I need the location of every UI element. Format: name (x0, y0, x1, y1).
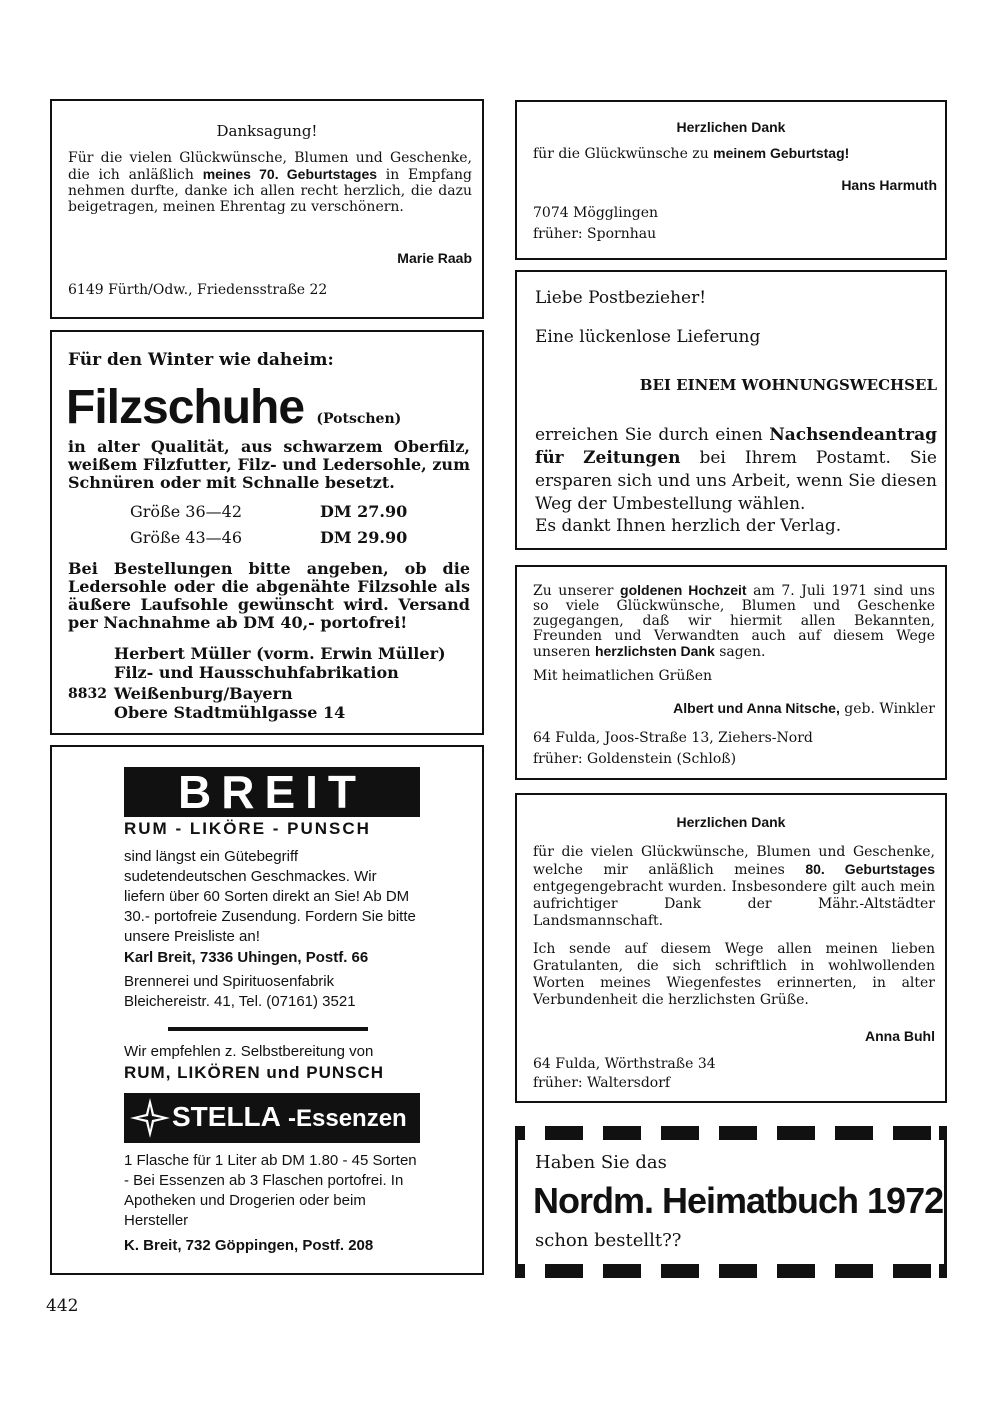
intro-line: Eine lückenlose Lieferung (535, 327, 761, 347)
ad-body: erreichen Sie durch einen Nachsendeantrag für Zeitungen bei Ihrem Postamt. Sie ersparen sich und uns Arbeit, wenn Sie diesen Weg der Umbestellung wählen. (535, 425, 937, 514)
ad-filzschuhe (50, 330, 484, 735)
size-row: Größe 36—42 (130, 502, 243, 521)
stella-body: 1 Flasche für 1 Liter ab DM 1.80 - 45 Sorten - Bei Essenzen ab 3 Flaschen portofrei. In Apotheken und Drogerien oder beim Hersteller (124, 1152, 417, 1229)
address-line-2: früher: Goldenstein (Schloß) (533, 751, 737, 767)
border-dash (719, 1264, 757, 1278)
company-line-2: Filz- und Hausschuhfabrikation (114, 663, 399, 682)
page-number: 442 (46, 1296, 79, 1316)
company-line-1: Herbert Müller (vorm. Erwin Müller) (114, 644, 446, 663)
greeting: Liebe Postbezieher! (535, 288, 707, 308)
ad-danksagung-raab (50, 99, 484, 319)
divider (168, 1027, 368, 1031)
border-dash (939, 1264, 947, 1278)
ad-body: Zu unserer goldenen Hochzeit am 7. Juli 1971 sind uns so viele Glückwünsche, Blumen und Geschenke zugegangen, daß wir hiermit allen Bekannten, Freunden und Verwandten auch auf diesem Wege unseren herzlichsten Dank sagen. (533, 582, 935, 660)
price: DM 29.90 (320, 528, 408, 547)
breit-address: Karl Breit, 7336 Uhingen, Postf. 66 (124, 949, 369, 966)
ad-heimatbuch (515, 1118, 947, 1278)
address-line-2: Obere Stadtmühlgasse 14 (114, 703, 346, 722)
breit-logo: BREIT (124, 767, 420, 817)
border-dash (835, 1264, 873, 1278)
star-icon (128, 1096, 172, 1140)
border-dash (719, 1126, 757, 1140)
address-line-1: 64 Fulda, Joos-Straße 13, Ziehers-Nord (533, 730, 813, 746)
border-dash (603, 1264, 641, 1278)
ad-body-2: Ich sende auf diesem Wege allen meinen lieben Gratulanten, die sich schriftlich in wohlwollenden Worten meines Wiegenfestes erinnerten, in alter Verbundenheit die herzlichsten Grüße. (533, 941, 935, 1008)
border-dash (777, 1264, 815, 1278)
border-dash (515, 1264, 525, 1278)
product-name: Filzschuhe (Potschen) (66, 381, 402, 434)
border-dash (515, 1140, 518, 1264)
ad-dank-buhl (515, 793, 947, 1103)
closing: Es dankt Ihnen herzlich der Verlag. (535, 516, 842, 536)
border-dash (893, 1126, 931, 1140)
greeting: Mit heimatlichen Grüßen (533, 668, 713, 684)
recommend-line-2: RUM, LIKÖREN und PUNSCH (124, 1063, 385, 1082)
ad-title: Herzlichen Dank (676, 814, 786, 830)
heimatbuch-line-3: schon bestellt?? (535, 1230, 682, 1251)
ad-dank-harmuth (515, 100, 947, 260)
border-dash (944, 1140, 947, 1264)
breit-company: Brennerei und Spirituosenfabrik (124, 973, 335, 990)
intro: Für den Winter wie daheim: (68, 350, 334, 370)
border-dash (777, 1126, 815, 1140)
address-line-2: früher: Waltersdorf (533, 1075, 671, 1091)
stella-logo: STELLA -Essenzen (124, 1093, 420, 1143)
address-line-2: früher: Spornhau (533, 226, 657, 242)
stella-address: K. Breit, 732 Göppingen, Postf. 208 (124, 1237, 374, 1254)
border-dash (661, 1126, 699, 1140)
border-dash (835, 1126, 873, 1140)
address-line-1: Weißenburg/Bayern (114, 684, 293, 703)
breit-contact: Bleichereistr. 41, Tel. (07161) 3521 (124, 993, 356, 1010)
signature: Hans Harmuth (841, 177, 937, 193)
border-dash (515, 1126, 525, 1140)
border-dash (939, 1126, 947, 1140)
border-dash (893, 1264, 931, 1278)
address-line-1: 64 Fulda, Wörthstraße 34 (533, 1056, 716, 1072)
ad-body: für die vielen Glückwünsche, Blumen und Geschenke, welche mir anläßlich meines 80. Geburtstages entgegengebracht wurden. Insbesondere gilt auch mein aufrichtiger Dank der Mähr.-Altstädter Landsmannschaft. (533, 844, 935, 929)
address: 6149 Fürth/Odw., Friedensstraße 22 (68, 282, 328, 298)
breit-body: sind längst ein Gütebegriff sudetendeutschen Geschmackes. Wir liefern über 60 Sorten direkt an Sie! Ab DM 30.- portofreie Zusendung. Fordern Sie bitte unsere Preisliste an! (124, 848, 416, 945)
ad-title: Danksagung! (216, 122, 318, 140)
border-dash (603, 1126, 641, 1140)
ad-postbezieher (515, 270, 947, 550)
signature: Anna Buhl (865, 1028, 935, 1044)
border-dash (545, 1264, 583, 1278)
border-dash (545, 1126, 583, 1140)
breit-tagline: RUM - LIKÖRE - PUNSCH (124, 819, 371, 838)
ad-breit (50, 745, 484, 1275)
ad-goldene-hochzeit (515, 565, 947, 780)
product-description: in alter Qualität, aus schwarzem Oberfilz, weißem Filzfutter, Filz- und Ledersohle, zum Schnüren oder mit Schnalle besetzt. (68, 437, 470, 492)
ad-body: Für die vielen Glückwünsche, Blumen und Geschenke, die ich anläßlich meines 70. Geburtstages in Empfang nehmen durfte, danke ich allen recht herzlich, die dazu beigetragen, meinen Ehrentag zu verschönern. (68, 150, 473, 215)
signature: Albert und Anna Nitsche, geb. Winkler (673, 700, 935, 717)
recommend-line-1: Wir empfehlen z. Selbstbereitung von (124, 1043, 374, 1060)
heimatbuch-line-1: Haben Sie das (535, 1152, 667, 1173)
ad-title: Herzlichen Dank (676, 119, 786, 135)
order-info: Bei Bestellungen bitte angeben, ob die Ledersohle oder die abgenähte Filzsohle als äußere Laufsohle gewünscht wird. Versand per Nachnahme ab DM 40,- portofrei! (68, 559, 470, 632)
address-line-1: 7074 Mögglingen (533, 205, 659, 221)
signature: Marie Raab (397, 250, 472, 266)
border-dash (661, 1264, 699, 1278)
ad-body: für die Glückwünsche zu meinem Geburtstag! (533, 145, 850, 162)
size-row: Größe 43—46 (130, 528, 243, 547)
heimatbuch-title: Nordm. Heimatbuch 1972 (533, 1180, 944, 1221)
address-zip: 8832 (68, 686, 107, 702)
price: DM 27.90 (320, 502, 408, 521)
headline: BEI EINEM WOHNUNGSWECHSEL (639, 376, 937, 394)
